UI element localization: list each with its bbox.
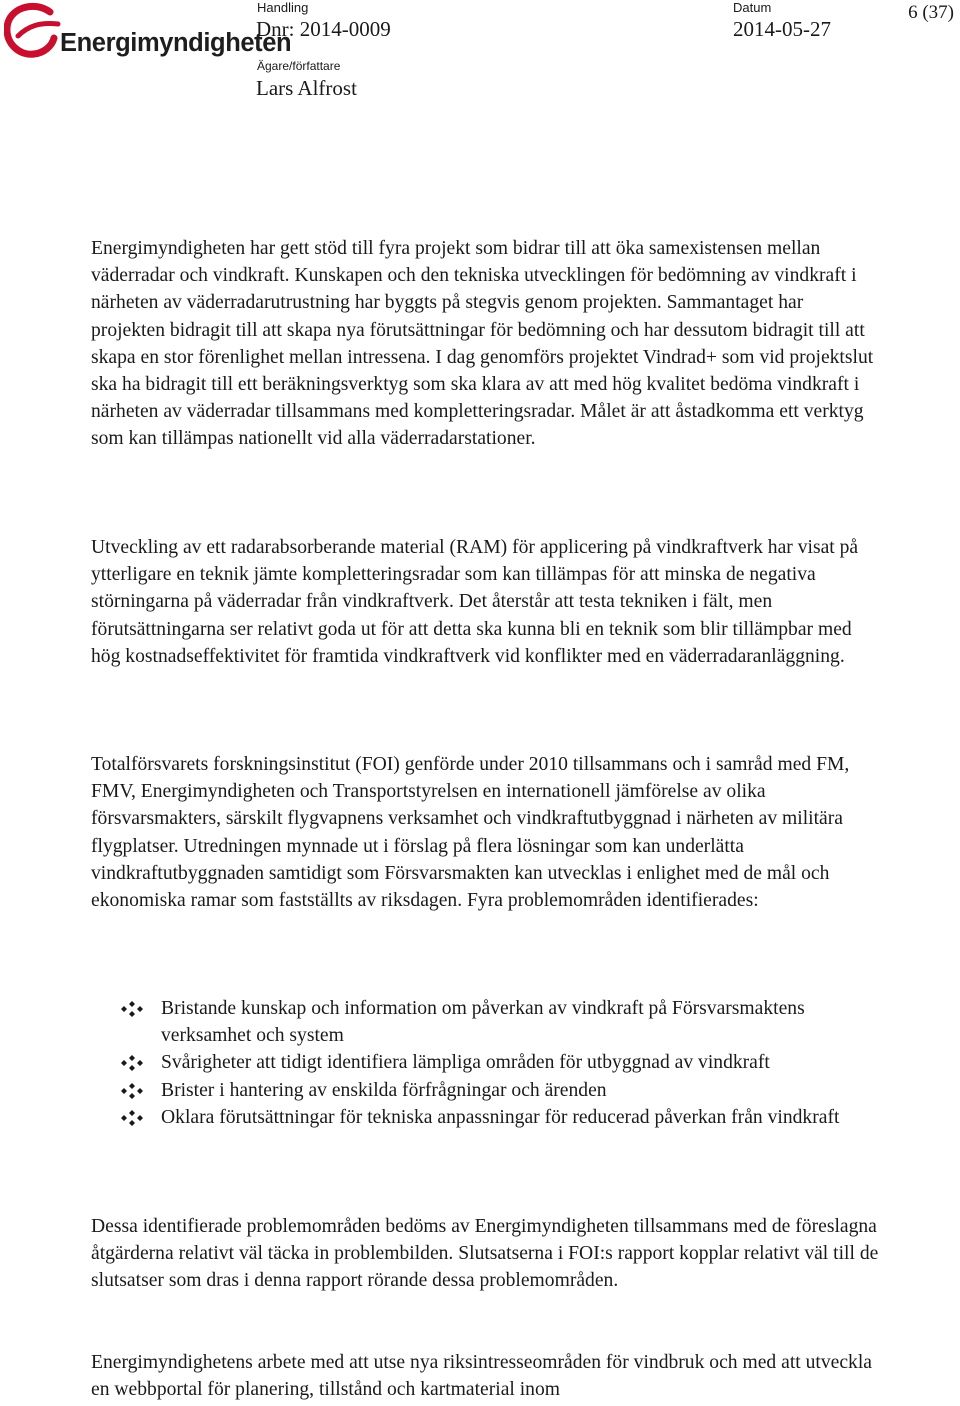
- list-item-text: Oklara förutsättningar för tekniska anpassningar för reducerad påverkan från vindkraft: [161, 1106, 840, 1128]
- paragraph-2: Utveckling av ett radarabsorberande material (RAM) för applicering på vindkraftverk har visat på ytterligare en teknik jämte kompletteringsradar som kan tillämpas för att minska de negativa störningarna på väderradar från vindkraftverk. Det återstår att testa tekniken i fält, men förutsättningarna ser relativt goda ut för att detta ska kunna bli en teknik som blir tillämpbar med hög kostnadseffektivitet för framtida vindkraftverk vid konflikter med en väderradaranläggning.: [91, 537, 859, 667]
- owner-value: Lars Alfrost: [256, 76, 357, 100]
- paragraph-4: Dessa identifierade problemområden bedöms av Energimyndigheten tillsammans med de föreslagna åtgärderna relativt väl täcka in problembilden. Slutsatserna i FOI:s rapport kopplar relativt väl till de slutsatser som dras i denna rapport rörande dessa problemområden.: [91, 1216, 879, 1292]
- list-item: [120, 1077, 860, 1104]
- problem-area-list: [120, 995, 860, 1131]
- four-diamond-bullet-icon: [120, 1083, 144, 1099]
- page-number: 6 (37): [908, 2, 954, 23]
- four-diamond-bullet-icon: [120, 1001, 144, 1017]
- list-item: [120, 1104, 860, 1131]
- owner-label: Ägare/författare: [257, 59, 341, 73]
- handling-label: Handling: [257, 0, 309, 15]
- list-item-text: Svårigheter att tidigt identifiera lämpliga områden för utbyggnad av vindkraft: [161, 1052, 770, 1074]
- paragraph-1: Energimyndigheten har gett stöd till fyra projekt som bidrar till att öka samexistensen mellan väderradar och vindkraft. Kunskapen och den tekniska utvecklingen för bedömning av vindkraft i närheten av väderradarutrustning har byggts på stegvis genom projekten. Sammantaget har projekten bidragit till att skapa nya förutsättningar för bedömning och har dessutom bidragit till att skapa en stor förenlighet mellan intressena. I dag genomförs projektet Vindrad+ som vid projektslut ska ha bidragit till ett beräkningsverktyg som ska klara av att med hög kvalitet bedöma vindkraft i närheten av väderradar tillsammans med kompletteringsradar. Målet är att åstadkomma ett verktyg som kan tillämpas nationellt vid alla väderradarstationer.: [91, 238, 874, 450]
- list-item-text: Bristande kunskap och information om påverkan av vindkraft på Försvarsmaktens verksamhet och system: [161, 998, 805, 1047]
- handling-value: Dnr: 2014-0009: [256, 17, 391, 41]
- list-item-text: Brister i hantering av enskilda förfrågningar och ärenden: [161, 1079, 607, 1101]
- paragraph-3: Totalförsvarets forskningsinstitut (FOI) genförde under 2010 tillsammans och i samråd med FM, FMV, Energimyndigheten och Transportstyrelsen en internationell jämförelse av olika försvarsmakters, särskilt flygvapnens verksamhet och vindkraftutbyggnad i närheten av militära flygplatser. Utredningen mynnade ut i förslag på flera lösningar som kan underlätta vindkraftutbyggnaden samtidigt som Försvarsmakten kan utvecklas i enlighet med de mål och ekonomiska ramar som fastställts av riksdagen. Fyra problemområden identifierades:: [91, 754, 850, 912]
- four-diamond-bullet-icon: [120, 1110, 144, 1126]
- datum-value: 2014-05-27: [733, 17, 831, 41]
- list-item: [120, 995, 860, 1049]
- four-diamond-bullet-icon: [120, 1055, 144, 1071]
- datum-label: Datum: [733, 0, 772, 15]
- list-item: [120, 1049, 860, 1076]
- paragraph-5: Energimyndighetens arbete med att utse nya riksintresseområden för vindbruk och med att utveckla en webbportal för planering, tillstånd och kartmaterial inom: [91, 1352, 872, 1401]
- logo-wordmark: Energimyndigheten: [60, 29, 292, 57]
